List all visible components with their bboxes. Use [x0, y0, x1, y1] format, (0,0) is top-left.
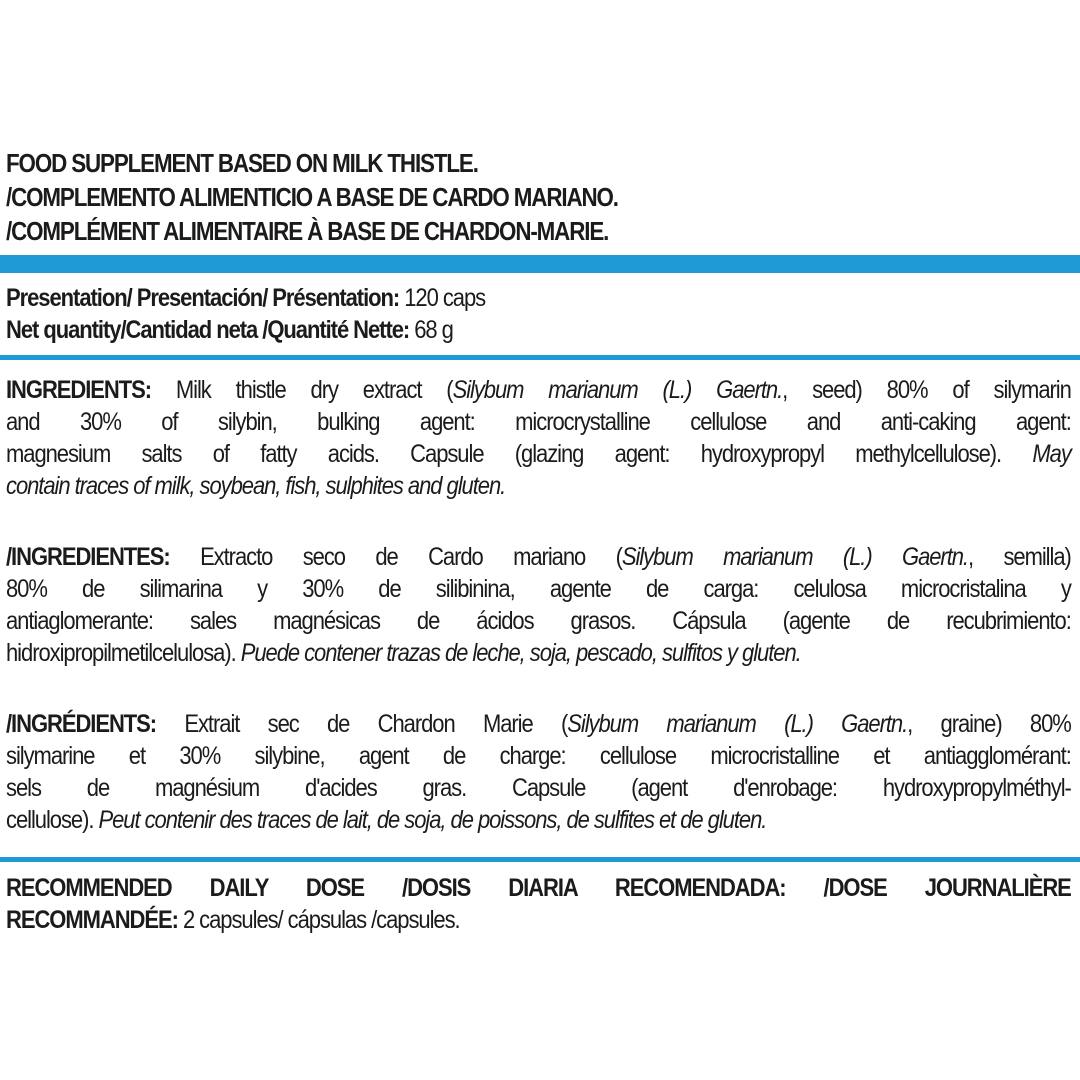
dose-line-2	[6, 904, 1071, 936]
ingredients-fr-line-3: sels de magnésium d'acides gras. Capsule (agent d'enrobage: hydroxypropylméthyl-	[6, 774, 1071, 802]
ingredients-en-line-2: and 30% of silybin, bulking agent: microcrystalline cellulose and anti-caking agent:	[6, 408, 1071, 436]
presentation-label: Presentation/ Presentación/ Présentation:	[6, 284, 400, 312]
ingredients-fr-line-1: /INGRÉDIENTS: Extrait sec de Chardon Marie (Silybum marianum (L.) Gaertn., graine) 80%	[6, 710, 1071, 738]
ingredients-es-label: /INGREDIENTES:	[6, 543, 170, 571]
ingredients-es-block	[6, 541, 1070, 669]
title-line-fr: /COMPLÉMENT ALIMENTAIRE À BASE DE CHARDON-MARIE.	[6, 216, 609, 246]
ingredients-en-block	[6, 374, 1070, 502]
title-line-es: /COMPLEMENTO ALIMENTICIO A BASE DE CARDO MARIANO.	[6, 182, 618, 212]
ingredients-fr-label: /INGRÉDIENTS:	[6, 710, 157, 738]
accent-divider-1	[0, 355, 1080, 360]
net-quantity-value: 68 g	[409, 316, 453, 344]
ingredients-fr-line-2: silymarine et 30% silybine, agent de charge: cellulose microcristalline et antiagglomérant:	[6, 742, 1071, 770]
presentation-row	[6, 282, 942, 314]
ingredients-es-line-4: hidroxipropilmetilcelulosa). Puede contener trazas de leche, soja, pescado, sulfitos y gluten.	[6, 639, 801, 667]
ingredients-en-label: INGREDIENTS:	[6, 376, 152, 404]
accent-divider-thick	[0, 255, 1080, 273]
dose-value: 2 capsules/ cápsulas /capsules.	[177, 906, 460, 934]
ingredients-en-line-1: INGREDIENTS: Milk thistle dry extract (Silybum marianum (L.) Gaertn., seed) 80% of silymarin	[6, 376, 1071, 404]
presentation-value: 120 caps	[399, 284, 486, 312]
ingredients-es-line-2: 80% de silimarina y 30% de silibinina, agente de carga: celulosa microcristalina y	[6, 575, 1071, 603]
net-quantity-label: Net quantity/Cantidad neta /Quantité Nette:	[6, 316, 410, 344]
dose-label-2: RECOMMANDÉE:	[6, 906, 178, 934]
ingredients-es-line-1: /INGREDIENTES: Extracto seco de Cardo mariano (Silybum marianum (L.) Gaertn., semilla)	[6, 543, 1071, 571]
supplement-label	[6, 146, 1070, 248]
presentation-block	[6, 282, 1070, 346]
accent-divider-2	[0, 857, 1080, 862]
ingredients-fr-line-4: cellulose). Peut contenir des traces de lait, de soja, de poissons, de sulfites et de gluten.	[6, 806, 767, 834]
title-line-en: FOOD SUPPLEMENT BASED ON MILK THISTLE.	[6, 148, 478, 178]
ingredients-en-line-3: magnesium salts of fatty acids. Capsule (glazing agent: hydroxypropyl methylcellulose). May	[6, 440, 1071, 468]
ingredients-fr-block	[6, 708, 1070, 836]
dose-block	[6, 872, 1070, 936]
dose-line-1	[6, 872, 1071, 904]
ingredients-en-line-4: contain traces of milk, soybean, fish, sulphites and gluten.	[6, 472, 506, 500]
dose-label-1: RECOMMENDED DAILY DOSE /DOSIS DIARIA RECOMENDADA: /DOSE JOURNALIÈRE	[6, 874, 1071, 902]
net-quantity-row	[6, 314, 942, 346]
ingredients-es-line-3: antiaglomerante: sales magnésicas de ácidos grasos. Cápsula (agente de recubrimiento:	[6, 607, 1071, 635]
